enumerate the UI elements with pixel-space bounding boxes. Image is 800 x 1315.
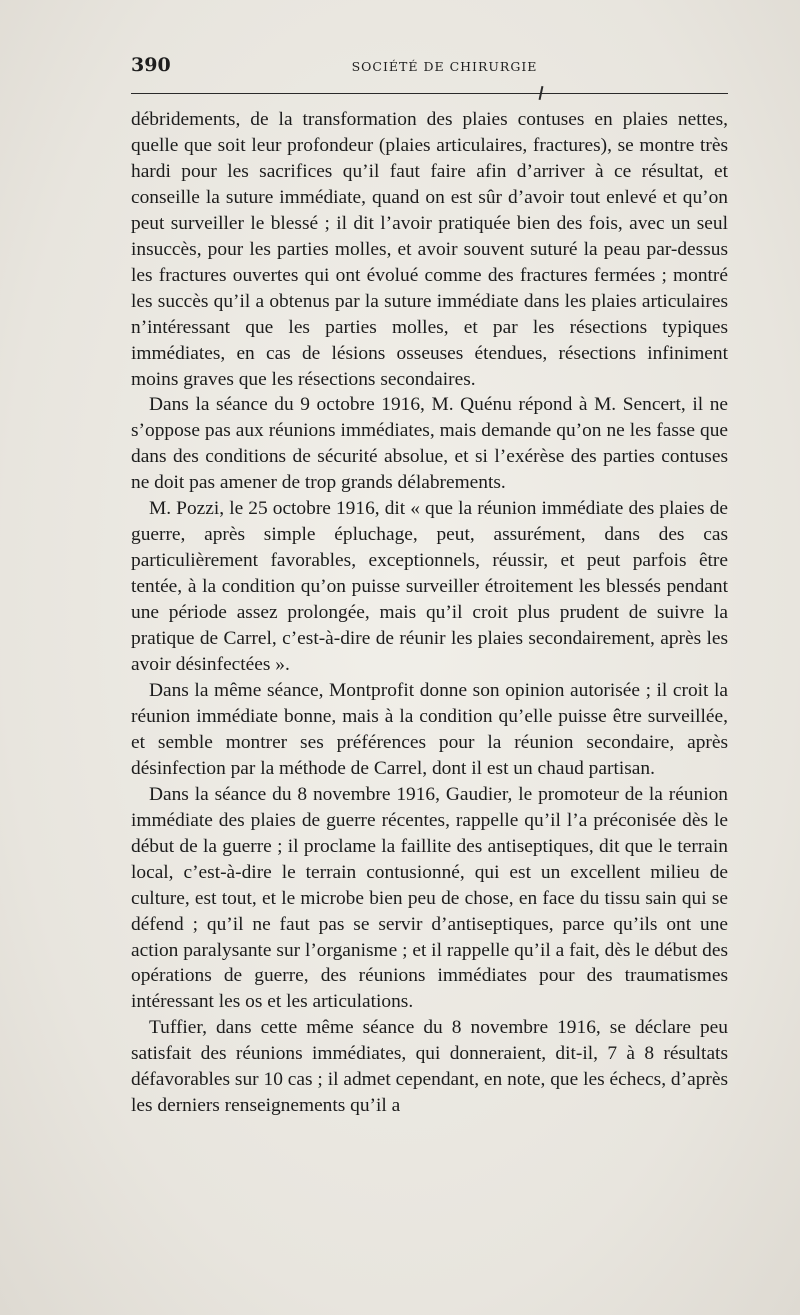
paragraph-continuation: débridements, de la transformation des plaies contuses en plaies nettes, quelle que soit leur profondeur (plaies articulaires, fractures), se montre très hardi pour les sacrifices qu’il faut faire afin d’arriver à ce résultat, et conseille la suture immédiate, quand on est sûr d’avoir tout enlevé et qu’on peut surveiller le blessé ; il dit l’avoir pratiquée bien des fois, avec un seul insuccès, pour les parties molles, et avoir souvent suturé la peau par-dessus les fractures ouvertes qui ont évolué comme des fractures fermées ; montré les succès qu’il a obtenus par la suture immédiate dans les plaies articulaires n’intéressant que les parties molles, et par les résections typiques immédiates, en cas de lésions osseuses étendues, résections infiniment moins graves que les résections secondaires.: [131, 109, 728, 390]
page-header: [131, 52, 728, 82]
running-title: SOCIÉTÉ DE CHIRURGIE: [351, 59, 538, 74]
page-number: 390: [131, 54, 171, 76]
body-text: [131, 107, 728, 1119]
paragraph-tuffier: Tuffier, dans cette même séance du 8 novembre 1916, se déclare peu satisfait des réunions immédiates, qui donneraient, dit-il, 7 à 8 résultats défavorables sur 10 cas ; il admet cependant, en note, que les échecs, d’après les derniers renseignements qu’il a: [131, 1017, 728, 1117]
paragraph-pozzi: M. Pozzi, le 25 octobre 1916, dit « que la réunion immédiate des plaies de guerre, après simple épluchage, peut, assurément, dans des cas particulièrement favorables, exceptionnels, réussir, et peut parfois être tentée, à la condition qu’on puisse surveiller étroitement les blessés pendant une période assez prolongée, mais qu’il croit plus prudent de suivre la pratique de Carrel, c’est-à-dire de réunir les plaies secondairement, après les avoir désinfectées ».: [131, 498, 728, 676]
paragraph-gaudier: Dans la séance du 8 novembre 1916, Gaudier, le promoteur de la réunion immédiate des plaies de guerre récentes, rappelle qu’il l’a préconisée dès le début de la guerre ; il proclame la faillite des antiseptiques, dit que le terrain local, c’est-à-dire le terrain contusionné, qui est un excellent milieu de culture, est tout, et le microbe bien peu de chose, en face du tissu sain qui se défend ; qu’il ne faut pas se servir d’antiseptiques, parce qu’ils ont une action paralysante sur l’organisme ; et il rappelle qu’il a fait, dès le début des opérations de guerre, des réunions immédiates pour des traumatismes intéressant les os et les articulations.: [131, 783, 728, 1013]
paragraph-montprofit: Dans la même séance, Montprofit donne son opinion autorisée ; il croit la réunion immédiate bonne, mais à la condition qu’elle puisse être surveillée, et semble montrer ses préférences pour la réunion secondaire, après désinfection par la méthode de Carrel, dont il est un chaud partisan.: [131, 679, 728, 779]
header-rule: [131, 93, 728, 94]
paragraph-quenu: Dans la séance du 9 octobre 1916, M. Quénu répond à M. Sencert, il ne s’oppose pas aux réunions immédiates, mais demande qu’on ne les fasse que dans des conditions de sécurité absolue, et si l’exérèse des parties contuses ne doit pas amener de trop grands délabrements.: [131, 394, 728, 494]
